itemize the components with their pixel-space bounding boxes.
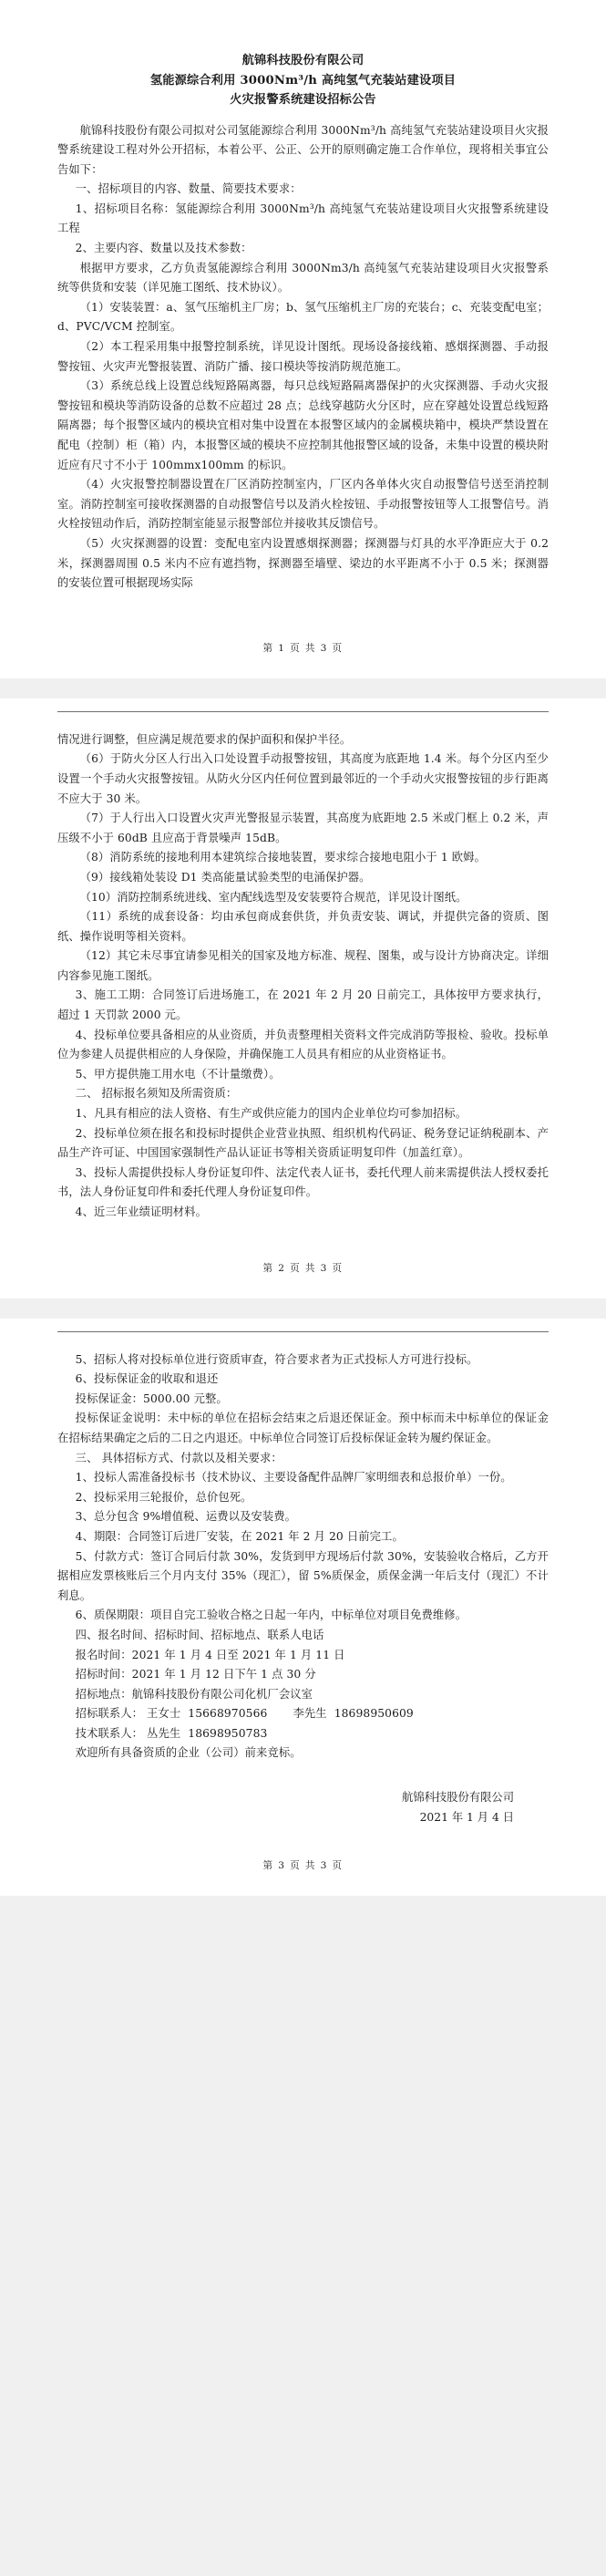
document-title: [57, 51, 549, 110]
reg-item-6-deposit: 6、投标保证金的收取和退还: [75, 1372, 219, 1386]
spec-item-12: （12）其它未尽事宜请参见相关的国家及地方标准、规程、图集，或与设计方协商决定。详细内容参见施工图纸。: [57, 949, 549, 982]
spec-item-1: （1）安装装置：a、氢气压缩机主厂房；b、氢气压缩机主厂房的充装台；c、充装变配电室；d、PVC/VCM 控制室。: [57, 300, 549, 334]
contact-bid-location: 招标地点：航锦科技股份有限公司化机厂会议室: [75, 1687, 313, 1701]
page-separator-1: [0, 678, 606, 698]
page-separator-2: [0, 1298, 606, 1319]
reg-item-3: 3、投标人需提供投标人身份证复印件、法定代表人证书，委托代理人前来需提供法人授权委托书，法人身份证复印件和委托代理人身份证复印件。: [57, 1165, 549, 1199]
spec-item-2: （2）本工程采用集中报警控制系统，详见设计图纸。现场设备接线箱、感烟探测器、手动报警按钮、火灾声光警报装置、消防广播、接口模块等按消防规范施工。: [57, 340, 549, 373]
reg-item-1: 1、凡具有相应的法人资格、有生产或供应能力的国内企业单位均可参加招标。: [75, 1107, 467, 1121]
item-3-construction-period: 3、施工工期：合同签订后进场施工，在 2021 年 2 月 20 日前完工，具体按甲方要求执行，超过 1 天罚款 2000 元。: [57, 988, 549, 1022]
section-heading-one: 一、招标项目的内容、数量、简要技术要求：: [75, 182, 302, 196]
page-1: [0, 0, 606, 678]
page-2-footer: 第 2 页 共 3 页: [262, 1262, 344, 1274]
bid-item-1: 1、投标人需准备投标书（技术协议、主要设备配件品牌厂家明细表和总报价单）一份。: [75, 1471, 512, 1485]
title-line-project: 氢能源综合利用 3000Nm³/h 高纯氢气充装站建设项目: [149, 73, 457, 88]
item-1-project-name: 1、招标项目名称：氢能源综合利用 3000Nm³/h 高纯氢气充装站建设项目火灾报警系统建设工程: [57, 202, 549, 235]
paragraph-intro: 航锦科技股份有限公司拟对公司氢能源综合利用 3000Nm³/h 高纯氢气充装站建设项目火灾报警系统建设工程对外公开招标，本着公平、公正、公开的原则确定施工合作单位，现将相关事宜公告如下：: [57, 123, 549, 176]
reg-item-4: 4、近三年业绩证明材料。: [75, 1205, 207, 1218]
signature-date: 2021 年 1 月 4 日: [419, 1811, 514, 1825]
paragraph-scope: 根据甲方要求，乙方负责氢能源综合利用 3000Nm3/h 高纯氢气充装站建设项目火灾报警系统等供货和安装（详见施工图纸、技术协议）。: [57, 261, 549, 295]
bid-item-2: 2、投标采用三轮报价，总价包死。: [75, 1490, 252, 1504]
contact-registration-time: 报名时间：2021 年 1 月 4 日至 2021 年 1 月 11 日: [75, 1648, 345, 1661]
reg-item-5: 5、招标人将对投标单位进行资质审查，符合要求者为正式投标人方可进行投标。: [75, 1352, 478, 1366]
title-line-subject: 火灾报警系统建设招标公告: [230, 93, 376, 107]
contact-tech-person: 技术联系人： 丛先生 18698950783: [75, 1726, 268, 1740]
spec-item-8: （8）消防系统的接地利用本建筑综合接地装置，要求综合接地电阻小于 1 欧姆。: [79, 851, 486, 864]
closing-welcome: 欢迎所有具备资质的企业（公司）前来竞标。: [75, 1746, 302, 1760]
spec-item-5: （5）火灾探测器的设置：变配电室内设置感烟探测器；探测器与灯具的水平净距应大于 0.2 米，探测器周围 0.5 米内不应有遮挡物，探测器至墙壁、梁边的水平距离不小于 0.5 米；探测器的安装位置可根据现场实际: [57, 536, 549, 590]
spec-item-11: （11）系统的成套设备：均由承包商成套供货，并负责安装、调试，并提供完备的资质、图纸、操作说明等相关资料。: [57, 910, 549, 943]
spec-item-10: （10）消防控制系统进线、室内配线选型及安装要符合规范，详见设计图纸。: [79, 890, 467, 904]
bid-item-5-payment: 5、付款方式：签订合同后付款 30%，发货到甲方现场后付款 30%，安装验收合格后，乙方开据相应发票核账后三个月内支付 35%（现汇），留 5%质保金，质保金满一年后支付（现汇）不计利息。: [57, 1549, 549, 1602]
paragraph-continued: 情况进行调整，但应满足规范要求的保护面积和保护半径。: [57, 732, 352, 746]
spec-item-3: （3）系统总线上设置总线短路隔离器，每只总线短路隔离器保护的火灾探测器、手动火灾报警按钮和模块等消防设备的总数不应超过 28 点；总线穿越防火分区时，应在穿越处设置总线短路隔离器；每个报警区域内的模块宜相对集中设置在本报警区域内的金属模块箱中，模块严禁设置在配电（控制）柜（箱）内，本报警区域的模块不应控制其他报警区域的设备，未集中设置的模块附近应有尺寸不小于 100mmx100mm 的标识。: [57, 379, 549, 471]
contact-bid-person: 招标联系人： 王女士 15668970566 李先生 18698950609: [75, 1707, 414, 1721]
title-line-company: 航锦科技股份有限公司: [241, 54, 365, 67]
reg-item-2: 2、投标单位须在报名和投标时提供企业营业执照、组织机构代码证、税务登记证纳税副本、产品生产许可证、中国国家强制性产品认证证书等相关资质证明复印件（加盖红章）。: [57, 1126, 549, 1160]
contact-bid-time: 招标时间：2021 年 1 月 12 日下午 1 点 30 分: [75, 1668, 316, 1681]
bid-item-3: 3、总分包含 9%增值税、运费以及安装费。: [75, 1510, 297, 1524]
page-2: [0, 698, 606, 1298]
section-heading-three: 三、 具体招标方式、付款以及相关要求：: [75, 1451, 282, 1464]
bid-item-6-warranty: 6、质保期限：项目自完工验收合格之日起一年内，中标单位对项目免费维修。: [75, 1609, 467, 1622]
section-heading-four: 四、报名时间、招标时间、招标地点、联系人电话: [75, 1628, 324, 1641]
spec-item-4: （4）火灾报警控制器设置在厂区消防控制室内，厂区内各单体火灾自动报警信号送至消控制室。消防控制室可接收探测器的自动报警信号以及消火栓按钮、手动报警按钮等人工报警信号。消火栓按钮动作后，消防控制室能显示报警部位并接收其反馈信号。: [57, 478, 549, 531]
item-5-utilities: 5、甲方提供施工用水电（不计量缴费）。: [75, 1067, 281, 1081]
signature-block: [57, 1787, 549, 1827]
bid-item-4: 4、期限：合同签订后进厂安装，在 2021 年 2 月 20 日前完工。: [75, 1529, 404, 1543]
signature-company: 航锦科技股份有限公司: [402, 1791, 514, 1805]
section-heading-two: 二、 招标报名须知及所需资质：: [75, 1087, 238, 1101]
item-4-bidder-qualification: 4、投标单位要具备相应的从业资质，并负责整理相关资料文件完成消防等报检、验收。投标单位为参建人员提供相应的人身保险，并确保施工人员具有相应的从业资格证书。: [57, 1028, 549, 1061]
page-1-footer: 第 1 页 共 3 页: [262, 642, 344, 654]
spec-item-6: （6）于防火分区人行出入口处设置手动报警按钮，其高度为底距地 1.4 米。每个分区内至少设置一个手动火灾报警按钮。从防火分区内任何位置到最邻近的一个手动火灾报警按钮的步行距离不应大于 30 米。: [57, 752, 549, 805]
spec-item-9: （9）接线箱处装设 D1 类高能量试验类型的电涌保护器。: [79, 870, 371, 884]
deposit-amount: 投标保证金：5000.00 元整。: [75, 1391, 228, 1405]
page-3: [0, 1319, 606, 1896]
item-2-main-content: 2、主要内容、数量以及技术参数：: [75, 242, 252, 255]
page-3-footer: 第 3 页 共 3 页: [262, 1860, 344, 1872]
deposit-explanation: 投标保证金说明：未中标的单位在招标会结束之后退还保证金。预中标而未中标单位的保证金在招标结果确定之后的二日之内退还。中标单位合同签订后投标保证金转为履约保证金。: [57, 1412, 549, 1444]
spec-item-7: （7）于人行出入口设置火灾声光警报显示装置，其高度为底距地 2.5 米或门框上 0.2 米，声压级不小于 60dB 且应高于背景噪声 15dB。: [57, 812, 549, 844]
